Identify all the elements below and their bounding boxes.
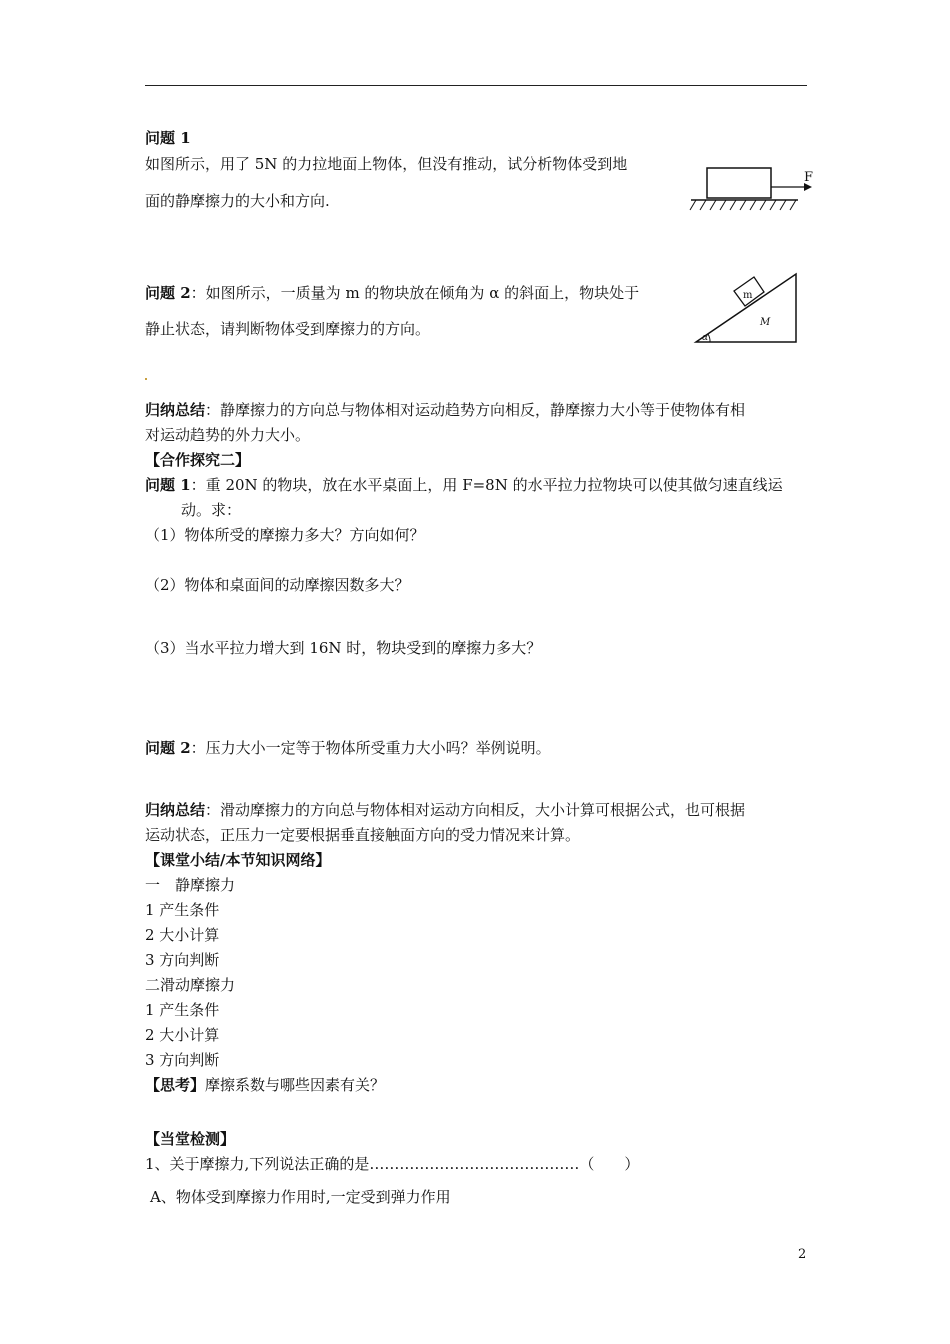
- summary2-text-line1: ：滑动摩擦力的方向总与物体相对运动方向相反，大小计算可根据公式，也可根据: [205, 801, 746, 819]
- force-label: F: [804, 170, 814, 185]
- summary1-label: 归纳总结: [145, 401, 206, 419]
- summary1-text-line2: 对运动趋势的外力大小。: [145, 426, 311, 444]
- summary2-text-line2: 运动状态，正压力一定要根据垂直接触面方向的受力情况来计算。: [145, 826, 581, 844]
- problem1-text-line1: 如图所示，用了 5N 的力拉地面上物体，但没有推动，试分析物体受到地: [145, 155, 628, 173]
- problem1-text-line2: 面的静摩擦力的大小和方向.: [145, 192, 330, 210]
- network-item: 3 方向判断: [145, 951, 220, 969]
- network-item: 二滑动摩擦力: [145, 976, 236, 994]
- stray-mark: [145, 378, 147, 380]
- problem2-text-line2: 静止状态，请判断物体受到摩擦力的方向。: [145, 320, 431, 338]
- section2-q1-line1: [145, 474, 783, 495]
- summary1-line1: [145, 399, 745, 420]
- summary2-line1: [145, 799, 745, 820]
- network-item: 1 产生条件: [145, 901, 220, 919]
- problem2-text-line1: ：如图所示，一质量为 m 的物块放在倾角为 α 的斜面上，物块处于: [190, 284, 640, 302]
- header-rule: [145, 85, 807, 86]
- summary1-text-line1: ：静摩擦力的方向总与物体相对运动趋势方向相反，静摩擦力大小等于使物体有相: [205, 401, 746, 419]
- check-option-a: A、物体受到摩擦力作用时,一定受到弹力作用: [150, 1188, 451, 1206]
- check-question-1: 1、关于摩擦力,下列说法正确的是……………………………………（ ）: [145, 1155, 640, 1173]
- network-item: 2 大小计算: [145, 1026, 220, 1044]
- summary2-label: 归纳总结: [145, 801, 206, 819]
- page-number: 2: [798, 1247, 807, 1262]
- network-item: 一 静摩擦力: [145, 876, 236, 894]
- incline-figure: [690, 268, 800, 348]
- problem2-line1: [145, 282, 639, 303]
- section2-q1-text: ：重 20N 的物块，放在水平桌面上，用 F=8N 的水平拉力拉物块可以使其做匀速直线运: [190, 476, 783, 494]
- section2-q2-text: ：压力大小一定等于物体所受重力大小吗？举例说明。: [190, 739, 551, 757]
- problem2-title: 问题 2: [145, 284, 191, 302]
- network-item: 2 大小计算: [145, 926, 220, 944]
- incline-label: M: [760, 317, 771, 328]
- section2-heading: 【合作探究二】: [145, 451, 251, 469]
- think-line: [145, 1074, 385, 1095]
- section2-sub1: （1）物体所受的摩擦力多大？方向如何？: [145, 526, 425, 544]
- network-item: 3 方向判断: [145, 1051, 220, 1069]
- angle-label: α: [702, 333, 709, 343]
- network-item: 1 产生条件: [145, 1001, 220, 1019]
- section2-q1-label: 问题 1: [145, 476, 191, 494]
- check-heading: 【当堂检测】: [145, 1130, 236, 1148]
- problem1-title: 问题 1: [145, 129, 191, 147]
- block-label: m: [743, 290, 753, 301]
- section2-q2-label: 问题 2: [145, 739, 191, 757]
- think-text: 摩擦系数与哪些因素有关？: [205, 1076, 386, 1094]
- network-heading: 【课堂小结/本节知识网络】: [145, 851, 331, 869]
- think-label: 【思考】: [145, 1076, 206, 1094]
- ground-block-figure: [686, 160, 816, 216]
- section2-sub3: （3）当水平拉力增大到 16N 时，物块受到的摩擦力多大？: [145, 639, 542, 657]
- section2-sub2: （2）物体和桌面间的动摩擦因数多大？: [145, 576, 410, 594]
- section2-q1-line2: 动。求：: [181, 501, 242, 519]
- section2-q2: [145, 737, 551, 758]
